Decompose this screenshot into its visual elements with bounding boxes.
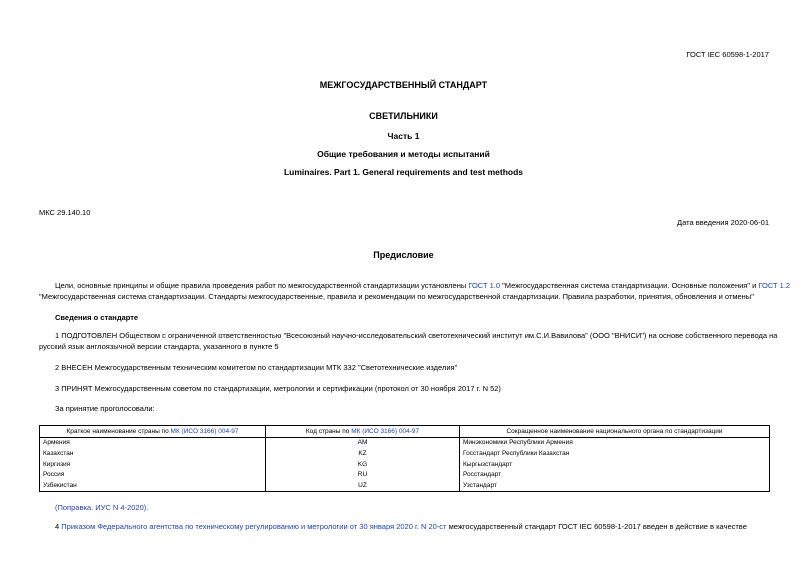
- standard-name-heading: СВЕТИЛЬНИКИ: [369, 111, 438, 121]
- amendment-link[interactable]: (Поправка. ИУС N 4-2020).: [55, 503, 149, 512]
- cell-country: Казахстан: [40, 448, 266, 459]
- cell-org: Узстандарт: [460, 480, 770, 491]
- gost-1-2-link[interactable]: ГОСТ 1.2: [758, 281, 791, 290]
- item-4-number: 4: [55, 522, 62, 531]
- item-2: 2 ВНЕСЕН Межгосударственным техническим комитетом по стандартизации МТК 332 "Светотехнические изделия": [55, 363, 458, 372]
- header-code: [266, 426, 460, 438]
- cell-code: UZ: [266, 480, 460, 491]
- preface-paragraph-1: [55, 280, 790, 291]
- cell-code: AM: [266, 437, 460, 448]
- subtitle-ru: Общие требования и методы испытаний: [317, 149, 490, 159]
- voting-table: [39, 425, 770, 492]
- table-header-row: [40, 426, 770, 438]
- preface-heading: Предисловие: [373, 250, 434, 260]
- cell-code: RU: [266, 469, 460, 480]
- cell-country: Армения: [40, 437, 266, 448]
- cell-code: KG: [266, 459, 460, 470]
- table-row: [40, 437, 770, 448]
- voted-label: За принятие проголосовали:: [55, 404, 155, 413]
- intro-date: Дата введения 2020-06-01: [677, 218, 769, 227]
- cell-org: Минэкономики Республики Армения: [460, 437, 770, 448]
- header-country: [40, 426, 266, 438]
- item-1-line-1: 1 ПОДГОТОВЛЕН Обществом с ограниченной ответственностью "Всесоюзный научно-исследовательский светотехнический институт им.С.И.Вавилова" (ООО "ВНИСИ") на основе собственного перевода на: [55, 331, 778, 340]
- header-org: Сокращенное наименование национального органа по стандартизации: [460, 426, 770, 438]
- item-3: 3 ПРИНЯТ Межгосударственным советом по стандартизации, метрологии и сертификации (протокол от 30 ноября 2017 г. N 52): [55, 384, 501, 393]
- preface-text-a: Цели, основные принципы и общие правила проведения работ по межгосударственной стандартизации установлены: [55, 281, 469, 290]
- table-row: [40, 448, 770, 459]
- table-row: [40, 480, 770, 491]
- item-4-text: межгосударственный стандарт ГОСТ IEC 60598-1-2017 введен в действие в качестве: [446, 522, 747, 531]
- mk-iso-link-1[interactable]: МК (ИСО 3166) 004-97: [170, 427, 239, 435]
- standard-type-heading: МЕЖГОСУДАРСТВЕННЫЙ СТАНДАРТ: [319, 80, 488, 90]
- cell-org: Госстандарт Республики Казахстан: [460, 448, 770, 459]
- cell-country: Киргизия: [40, 459, 266, 470]
- cell-org: Кыргызстандарт: [460, 459, 770, 470]
- cell-org: Росстандарт: [460, 469, 770, 480]
- preface-paragraph-1-line-2: "Межгосударственная система стандартизации. Стандарты межгосударственные, правила и рекомендации по межгосударственной стандартизации. Правила разработки, принятия, обновления и отмены": [39, 292, 754, 301]
- gost-1-0-link[interactable]: ГОСТ 1.0: [468, 281, 501, 290]
- cell-country: Россия: [40, 469, 266, 480]
- order-link[interactable]: Приказом Федерального агентства по техническому регулированию и метрологии от 30 января 2020 г. N 20-ст: [61, 522, 447, 531]
- header-code-text: Код страны по: [305, 427, 352, 435]
- cell-country: Узбекистан: [40, 480, 266, 491]
- table-row: [40, 459, 770, 470]
- part-heading: Часть 1: [387, 131, 420, 141]
- document-id: ГОСТ IEC 60598-1-2017: [686, 50, 769, 59]
- item-4: [55, 522, 747, 531]
- table-row: [40, 469, 770, 480]
- info-heading: Сведения о стандарте: [55, 313, 139, 322]
- mk-iso-link-2[interactable]: МК (ИСО 3166) 004-97: [351, 427, 420, 435]
- mks-code: МКС 29.140.10: [39, 208, 91, 217]
- preface-text-b: "Межгосударственная система стандартизации. Основные положения" и: [500, 281, 759, 290]
- header-country-text: Краткое наименование страны по: [66, 427, 171, 435]
- subtitle-en: Luminaires. Part 1. General requirements and test methods: [283, 167, 524, 177]
- item-1-line-2: русский язык англоязычной версии стандарта, указанного в пункте 5: [39, 342, 279, 351]
- cell-code: KZ: [266, 448, 460, 459]
